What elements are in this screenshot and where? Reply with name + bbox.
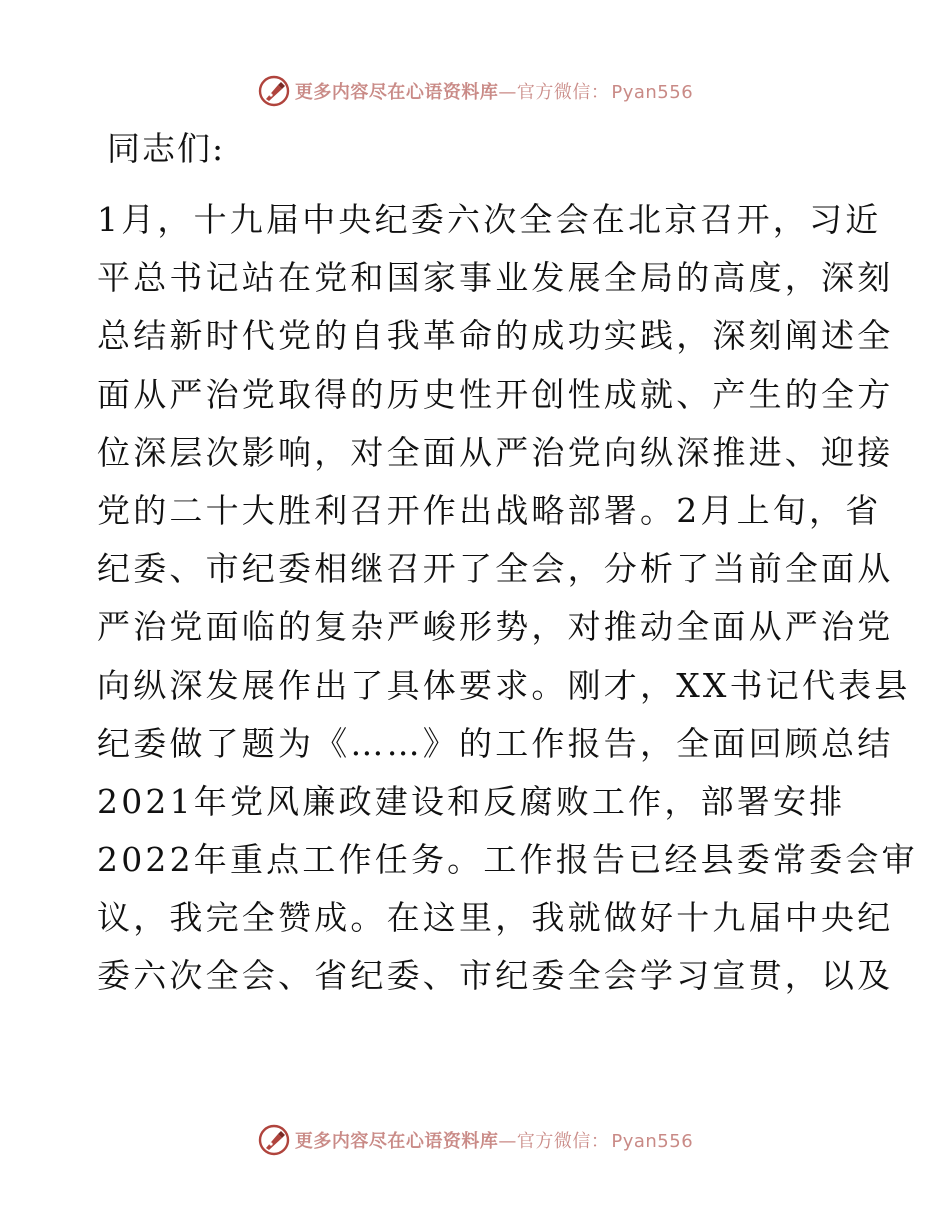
watermark-label: 官方微信： [516,1131,610,1152]
body-line: 1月，十九届中央纪委六次全会在北京召开，习近 [97,200,882,239]
body-line: 严治党面临的复杂严峻形势，对推动全面从严治党 [97,607,894,647]
body-line: 总结新时代党的自我革命的成功实践，深刻阐述全 [97,316,894,356]
watermark-separator: — [498,82,517,103]
pen-nib-logo-icon [257,74,291,108]
watermark-text [295,78,693,104]
watermark-separator: — [498,1131,517,1152]
salutation: 同志们: [107,129,226,168]
body-line: 向纵深发展作出了具体要求。刚才，XX书记代表县 [97,665,911,705]
body-line: 纪委、市纪委相继召开了全会，分析了当前全面从 [97,549,894,589]
watermark-text [295,1127,693,1153]
watermark-wechat-id: Pyan556 [611,82,694,103]
body-line: 2021年党风廉政建设和反腐败工作，部署安排 [97,781,846,821]
body-line: 委六次全会、省纪委、市纪委全会学习宣贯，以及 [97,956,894,996]
watermark-site: 更多内容尽在心语资料库 [294,82,499,103]
body-line: 议，我完全赞成。在这里，我就做好十九届中央纪 [97,898,894,938]
body-line: 2022年重点工作任务。工作报告已经县委常委会审 [97,840,918,880]
header-watermark [0,71,950,111]
footer-watermark [0,1120,950,1160]
body-line: 纪委做了题为《……》的工作报告，全面回顾总结 [97,723,894,763]
watermark-label: 官方微信： [516,82,610,103]
body-line: 位深层次影响，对全面从严治党向纵深推进、迎接 [97,432,894,472]
body-line: 平总书记站在党和国家事业发展全局的高度，深刻 [97,258,894,298]
body-line: 党的二十大胜利召开作出战略部署。2月上旬，省 [97,490,882,530]
document-body [97,191,918,1006]
body-line: 面从严治党取得的历史性开创性成就、产生的全方 [97,374,894,414]
pen-nib-logo-icon [257,1123,291,1157]
watermark-wechat-id: Pyan556 [611,1131,694,1152]
watermark-site: 更多内容尽在心语资料库 [294,1131,499,1152]
